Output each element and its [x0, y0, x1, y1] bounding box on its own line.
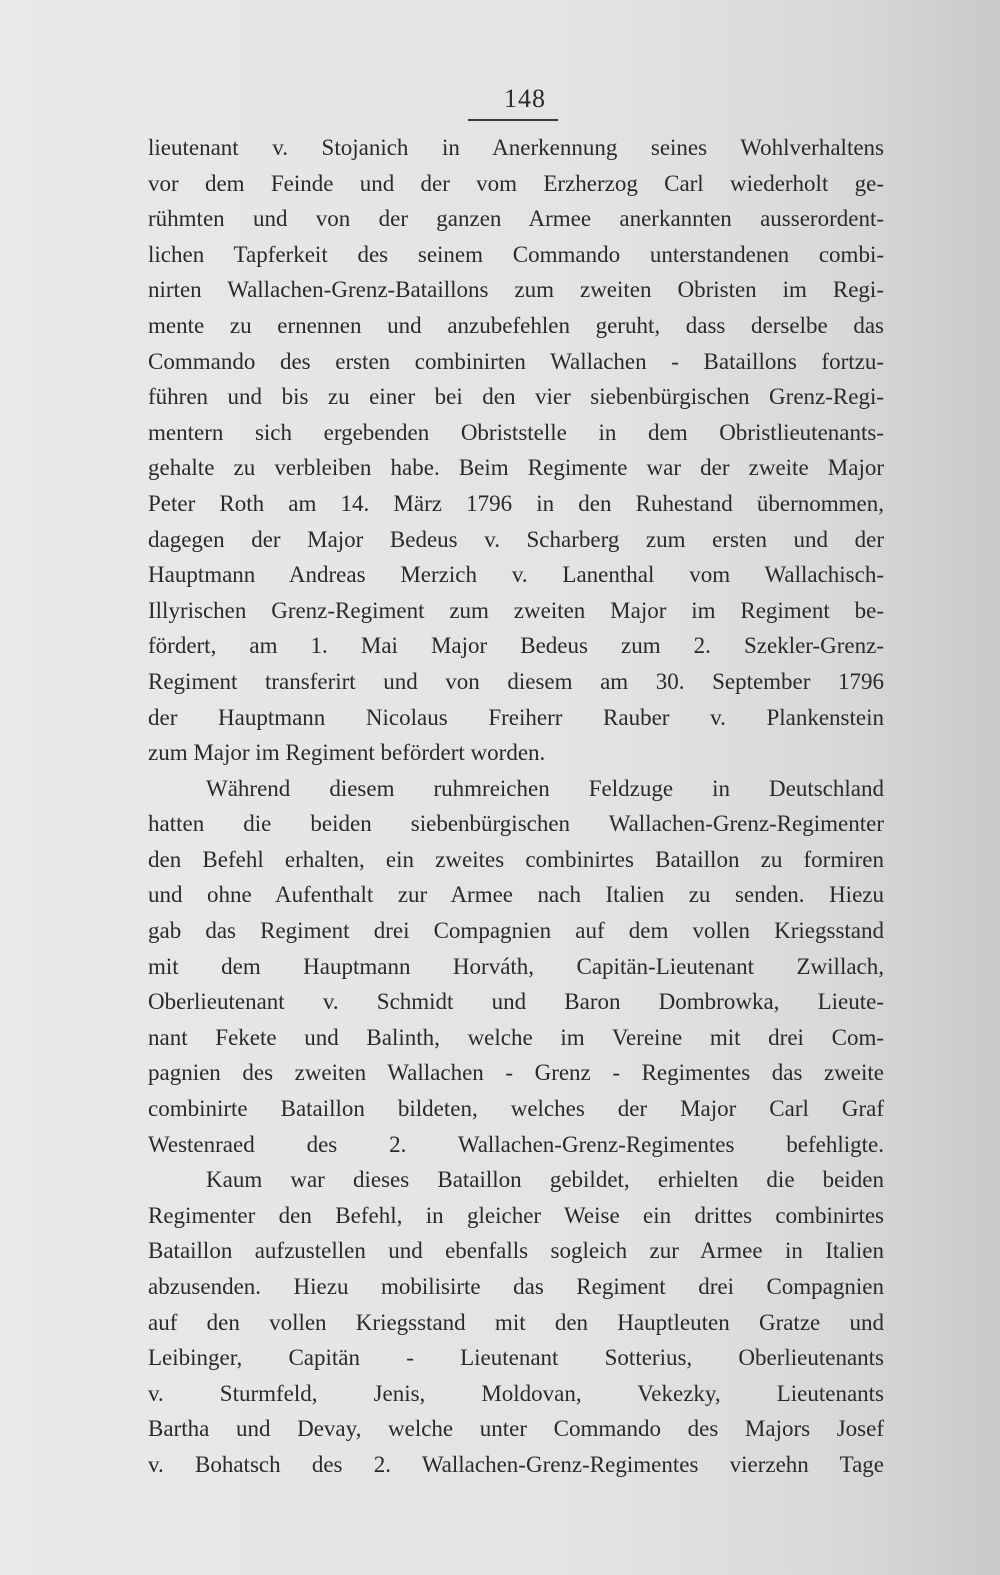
text-line: gab das Regiment drei Compagnien auf dem vollen Kriegsstand — [148, 918, 884, 944]
text-line: fördert, am 1. Mai Major Bedeus zum 2. Szekler-Grenz- — [148, 633, 884, 659]
text-line: auf den vollen Kriegsstand mit den Hauptleuten Gratze und — [148, 1309, 884, 1335]
page-number-rule — [468, 119, 558, 121]
text-line: dagegen der Major Bedeus v. Scharberg zum ersten und der — [148, 526, 884, 552]
text-line: den Befehl erhalten, ein zweites combinirtes Bataillon zu formiren — [148, 846, 884, 872]
text-line: nirten Wallachen-Grenz-Bataillons zum zweiten Obristen im Regi- — [148, 277, 884, 303]
text-line: Hauptmann Andreas Merzich v. Lanenthal vom Wallachisch- — [148, 562, 884, 588]
text-line: pagnien des zweiten Wallachen - Grenz - Regimentes das zweite — [148, 1060, 884, 1086]
text-line: Regimenter den Befehl, in gleicher Weise ein drittes combinirtes — [148, 1202, 884, 1228]
text-line: Bartha und Devay, welche unter Commando des Majors Josef — [148, 1416, 884, 1442]
text-line: Illyrischen Grenz-Regiment zum zweiten Major im Regiment be- — [148, 597, 884, 623]
text-line: mente zu ernennen und anzubefehlen geruht, dass derselbe das — [148, 312, 884, 338]
text-line: rühmten und von der ganzen Armee anerkannten ausserordent- — [148, 206, 884, 232]
text-line: Bataillon aufzustellen und ebenfalls sogleich zur Armee in Italien — [148, 1238, 884, 1264]
text-line: Oberlieutenant v. Schmidt und Baron Dombrowka, Lieute- — [148, 989, 884, 1015]
page-number: 148 — [504, 84, 546, 113]
text-line: hatten die beiden siebenbürgischen Wallachen-Grenz-Regimenter — [148, 811, 884, 837]
text-line: v. Sturmfeld, Jenis, Moldovan, Vekezky, Lieutenants — [148, 1380, 884, 1406]
body-text — [148, 130, 884, 1483]
text-line: zum Major im Regiment befördert worden. — [148, 740, 546, 766]
text-line: führen und bis zu einer bei den vier siebenbürgischen Grenz-Regi- — [148, 384, 884, 410]
text-line: nant Fekete und Balinth, welche im Vereine mit drei Com- — [148, 1024, 884, 1050]
text-line: lieutenant v. Stojanich in Anerkennung seines Wohlverhaltens — [148, 135, 884, 160]
text-line: gehalte zu verbleiben habe. Beim Regimente war der zweite Major — [148, 455, 884, 481]
text-line: abzusenden. Hiezu mobilisirte das Regiment drei Compagnien — [148, 1274, 884, 1299]
text-line: Westenraed des 2. Wallachen-Grenz-Regimentes befehligte. — [148, 1131, 884, 1157]
text-line: combinirte Bataillon bildeten, welches der Major Carl Graf — [148, 1096, 884, 1122]
text-line: Peter Roth am 14. März 1796 in den Ruhestand übernommen, — [148, 490, 884, 516]
text-line: und ohne Aufenthalt zur Armee nach Italien zu senden. Hiezu — [148, 882, 884, 908]
text-line: Regiment transferirt und von diesem am 30. September 1796 — [148, 668, 884, 694]
text-line: mentern sich ergebenden Obriststelle in dem Obristlieutenants- — [148, 419, 884, 445]
text-line: Leibinger, Capitän - Lieutenant Sotterius, Oberlieutenants — [148, 1345, 884, 1371]
text-line: mit dem Hauptmann Horváth, Capitän-Lieutenant Zwillach, — [148, 953, 884, 979]
text-line: lichen Tapferkeit des seinem Commando unterstandenen combi- — [148, 241, 884, 267]
text-line: Commando des ersten combinirten Wallachen - Bataillons fortzu- — [148, 348, 884, 374]
text-line: Kaum war dieses Bataillon gebildet, erhielten die beiden — [206, 1167, 884, 1193]
text-line: der Hauptmann Nicolaus Freiherr Rauber v. Plankenstein — [148, 704, 884, 730]
text-line: v. Bohatsch des 2. Wallachen-Grenz-Regimentes vierzehn Tage — [148, 1451, 884, 1477]
text-line: vor dem Feinde und der vom Erzherzog Carl wiederholt ge- — [148, 170, 884, 196]
text-line: Während diesem ruhmreichen Feldzuge in Deutschland — [206, 775, 884, 801]
